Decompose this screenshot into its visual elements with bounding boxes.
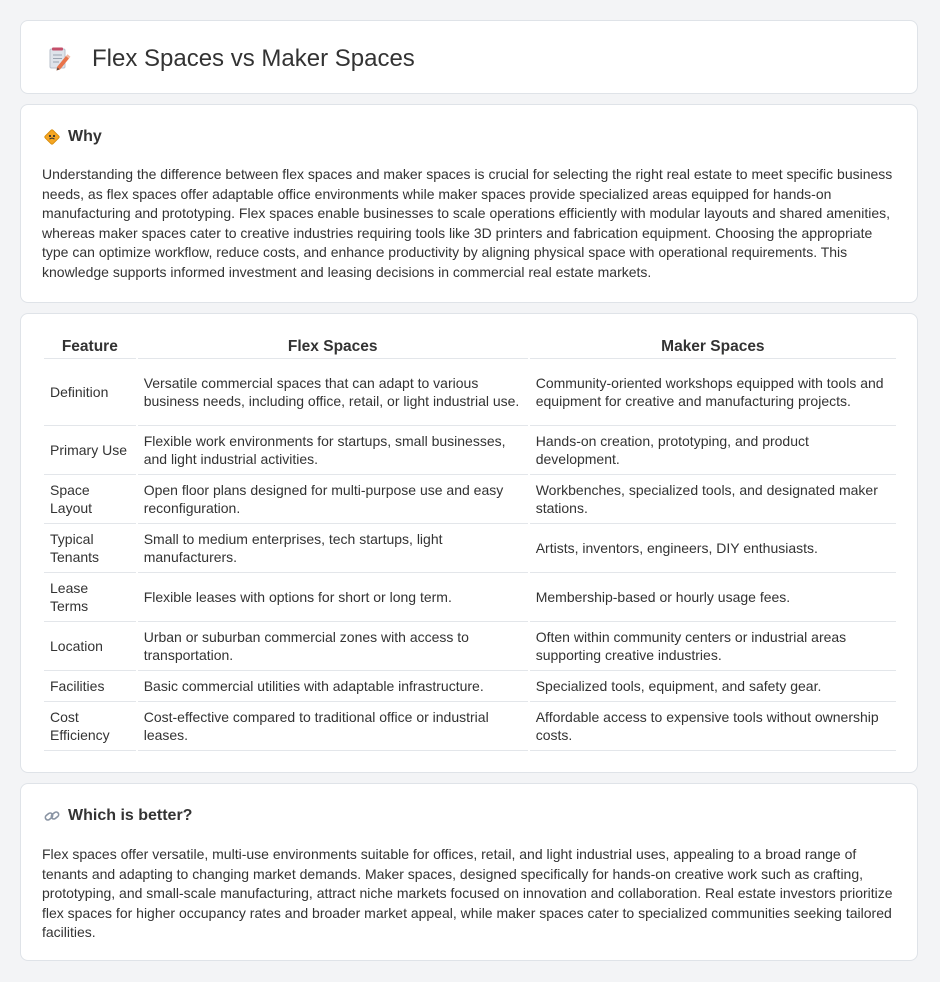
- feature-cell: Definition: [44, 359, 136, 426]
- table-row: [44, 573, 896, 622]
- feature-cell: Typical Tenants: [44, 524, 136, 573]
- flex-cell: Small to medium enterprises, tech startups, light manufacturers.: [138, 524, 528, 573]
- header-flex-spaces: Flex Spaces: [138, 335, 528, 359]
- title-card: [20, 20, 918, 94]
- better-title: Which is better?: [68, 807, 193, 824]
- link-icon: [43, 807, 61, 825]
- flex-cell: Basic commercial utilities with adaptable infrastructure.: [138, 671, 528, 702]
- feature-cell: Primary Use: [44, 426, 136, 475]
- header-feature: Feature: [44, 335, 136, 359]
- maker-cell: Workbenches, specialized tools, and designated maker stations.: [530, 475, 896, 524]
- why-title: Why: [68, 128, 102, 145]
- table-row: [44, 426, 896, 475]
- feature-cell: Space Layout: [44, 475, 136, 524]
- feature-cell: Cost Efficiency: [44, 702, 136, 751]
- table-row: [44, 702, 896, 751]
- table-row: [44, 671, 896, 702]
- maker-cell: Membership-based or hourly usage fees.: [530, 573, 896, 622]
- flex-cell: Open floor plans designed for multi-purpose use and easy reconfiguration.: [138, 475, 528, 524]
- why-text: Understanding the difference between flex spaces and maker spaces is crucial for selecting the right real estate to meet specific business needs, as flex spaces offer adaptable office environments while maker spaces provide specialized areas equipped for hands-on manufacturing and prototyping. Flex spaces enable businesses to scale operations efficiently with modular layouts and shared amenities, whereas maker spaces cater to creative industries requiring tools like 3D printers and fabrication equipment. Choosing the appropriate type can optimize workflow, reduce costs, and enhance productivity by aligning physical space with operational requirements. This knowledge supports informed investment and leasing decisions in commercial real estate markets.: [42, 166, 893, 280]
- notepad-pencil-icon: [45, 45, 73, 73]
- flex-cell: Flexible work environments for startups, small businesses, and light industrial activities.: [138, 426, 528, 475]
- warning-sign-icon: [43, 128, 61, 146]
- flex-cell: Versatile commercial spaces that can adapt to various business needs, including office, retail, or light industrial use.: [138, 359, 528, 426]
- maker-cell: Specialized tools, equipment, and safety gear.: [530, 671, 896, 702]
- maker-cell: Often within community centers or industrial areas supporting creative industries.: [530, 622, 896, 671]
- feature-cell: Lease Terms: [44, 573, 136, 622]
- table-row: [44, 524, 896, 573]
- maker-cell: Affordable access to expensive tools without ownership costs.: [530, 702, 896, 751]
- maker-cell: Hands-on creation, prototyping, and product development.: [530, 426, 896, 475]
- comparison-card: [20, 313, 918, 773]
- flex-cell: Urban or suburban commercial zones with access to transportation.: [138, 622, 528, 671]
- better-header: [43, 804, 192, 828]
- comparison-table: [42, 335, 898, 751]
- which-is-better-section: [20, 783, 918, 961]
- better-text: Flex spaces offer versatile, multi-use environments suitable for offices, retail, and light industrial uses, appealing to a broad range of tenants and adapting to changing market demands. Maker spaces, designed specifically for hands-on creative work such as crafting, prototyping, and small-scale manufacturing, attract niche markets focused on innovation and collaboration. Real estate investors prioritize flex spaces for higher occupancy rates and broader market appeal, while maker spaces cater to specialized communities seeking tailored facilities.: [42, 846, 893, 940]
- table-header-row: [44, 335, 896, 359]
- why-section: [20, 104, 918, 303]
- table-row: [44, 622, 896, 671]
- maker-cell: Artists, inventors, engineers, DIY enthusiasts.: [530, 524, 896, 573]
- header-maker-spaces: Maker Spaces: [530, 335, 896, 359]
- page-title: Flex Spaces vs Maker Spaces: [92, 45, 415, 72]
- flex-cell: Cost-effective compared to traditional office or industrial leases.: [138, 702, 528, 751]
- table-row: [44, 359, 896, 426]
- table-row: [44, 475, 896, 524]
- flex-cell: Flexible leases with options for short or long term.: [138, 573, 528, 622]
- maker-cell: Community-oriented workshops equipped with tools and equipment for creative and manufacturing projects.: [530, 359, 896, 426]
- why-header: [43, 125, 102, 149]
- feature-cell: Facilities: [44, 671, 136, 702]
- feature-cell: Location: [44, 622, 136, 671]
